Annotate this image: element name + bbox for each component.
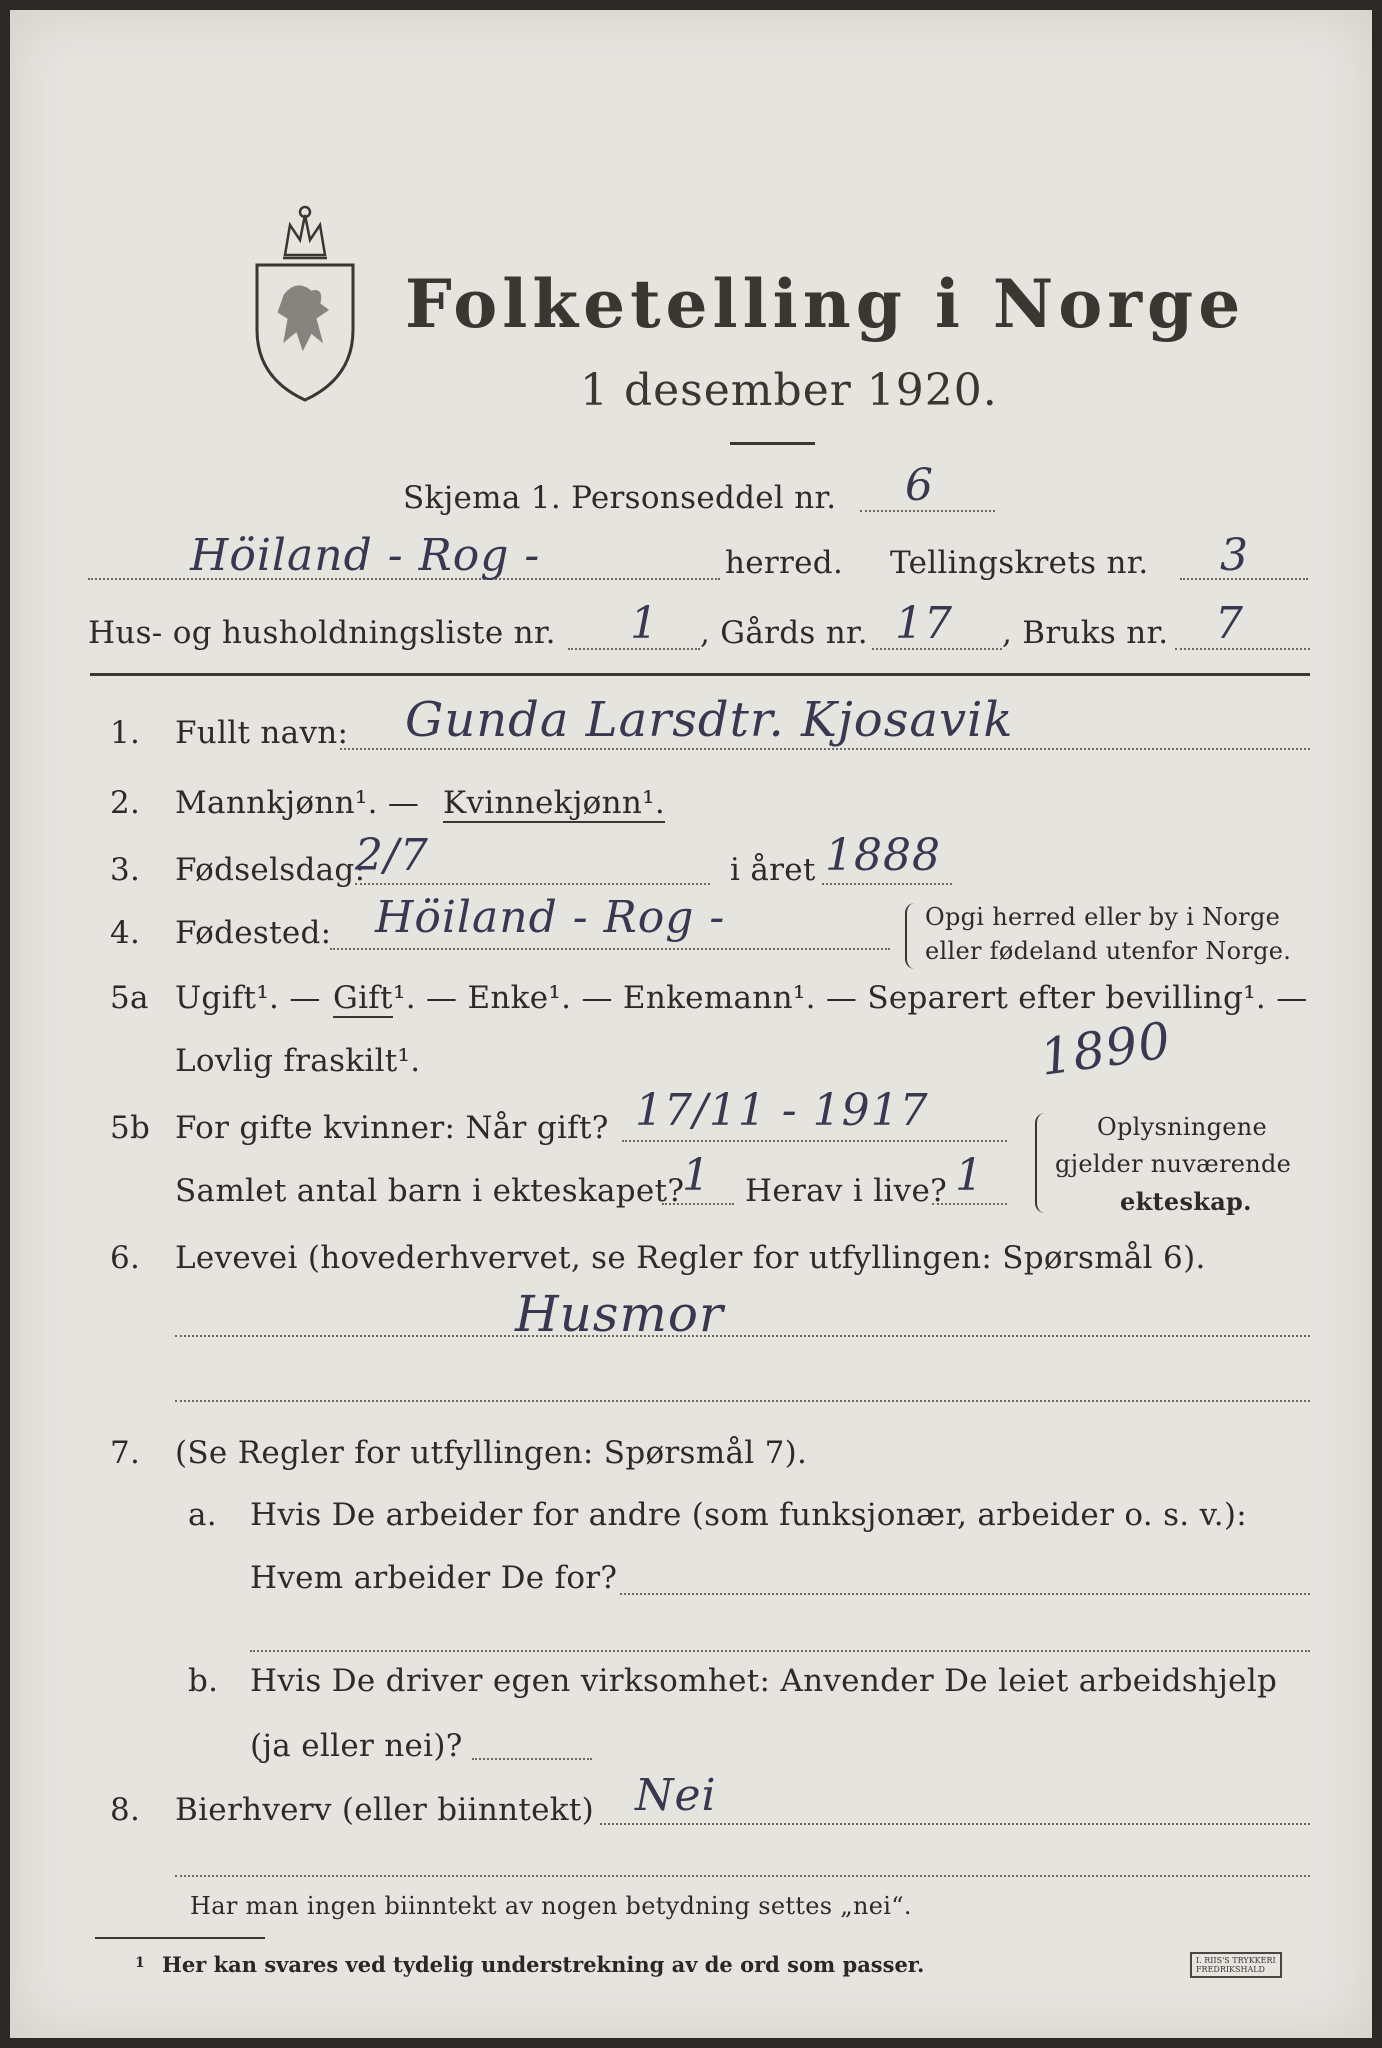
gards-label: , Gårds nr. — [700, 615, 868, 651]
q7b-field-line — [472, 1758, 592, 1760]
q2-number: 2. — [110, 785, 141, 821]
q4-brace — [905, 903, 917, 969]
q7a-question: Hvis De arbeider for andre (som funksjonær, arbeider o. s. v.): — [250, 1497, 1248, 1533]
q8-number: 8. — [110, 1792, 141, 1828]
q1-full-name: Gunda Larsdtr. Kjosavik — [405, 692, 1014, 748]
q5a-number: 5a — [110, 980, 149, 1016]
schema-label: Skjema 1. Personseddel nr. — [403, 480, 837, 516]
printer-stamp-line1: I. RIIS'S TRYKKERI — [1196, 1956, 1276, 1965]
q4-label: Fødested: — [175, 915, 332, 951]
q5b-alive-field-line — [932, 1203, 1007, 1205]
q5b-alive-count: 1 — [955, 1150, 984, 1201]
q2-male-option: Mannkjønn¹. — — [175, 785, 420, 821]
q5b-children-label: Samlet antal barn i ekteskapet? — [175, 1173, 685, 1209]
q7a-field-line-2 — [250, 1650, 1310, 1652]
census-date: 1 desember 1920. — [580, 365, 998, 416]
q3-birth-year: 1888 — [825, 830, 941, 881]
q7b-letter: b. — [188, 1663, 219, 1699]
q5b-note-line2: gjelder nuværende — [1055, 1150, 1292, 1178]
q6-occupation: Husmor — [515, 1285, 724, 1343]
q7a-field-line-1 — [620, 1593, 1310, 1595]
q1-field-line — [340, 748, 1310, 750]
footnote-text: Her kan svares ved tydelig understrekning av de ord som passer. — [162, 1952, 925, 1977]
q3-year-field-line — [822, 883, 952, 885]
form-title: Folketelling i Norge — [405, 265, 1246, 343]
q4-note-line1: Opgi herred eller by i Norge — [925, 903, 1281, 931]
title-divider — [730, 442, 815, 445]
q7b-question: Hvis De driver egen virksomhet: Anvender De leiet arbeidshjelp — [250, 1663, 1278, 1699]
q7-number: 7. — [110, 1435, 141, 1471]
footnote-marker: 1 — [135, 1955, 145, 1971]
q5b-married-label: For gifte kvinner: Når gift? — [175, 1110, 609, 1146]
personseddel-number: 6 — [905, 460, 934, 511]
q6-number: 6. — [110, 1240, 141, 1276]
q5a-option-unmarried: Ugift¹. — — [175, 980, 321, 1016]
bottom-note: Har man ingen biinntekt av nogen betydning settes „nei“. — [190, 1892, 912, 1920]
municipality-value: Höiland - Rog - — [190, 530, 541, 581]
q2-female-option: Kvinnekjønn¹. — [443, 785, 666, 821]
q8-field-line-2 — [175, 1875, 1310, 1877]
q1-number: 1. — [110, 715, 141, 751]
q5a-other-options: ¹. — Enke¹. — Enkemann¹. — Separert efter bevilling¹. — — [393, 980, 1308, 1016]
q3-field-line — [355, 883, 710, 885]
q5a-option-married: Gift — [333, 980, 393, 1016]
q5b-married-field-line — [622, 1140, 1007, 1142]
q4-number: 4. — [110, 915, 141, 951]
household-list-value: 1 — [630, 598, 659, 649]
q8-label: Bierhverv (eller biinntekt) — [175, 1792, 595, 1828]
q3-birthday: 2/7 — [355, 830, 429, 881]
q7a-employer-label: Hvem arbeider De for? — [250, 1560, 618, 1596]
herred-label: herred. — [725, 545, 844, 581]
tellingskrets-value: 3 — [1220, 530, 1249, 581]
q6-field-line-2 — [175, 1400, 1310, 1402]
q4-field-line — [330, 948, 890, 950]
printer-stamp-line2: FREDRIKSHALD — [1196, 1965, 1265, 1974]
q5b-children-field-line — [662, 1203, 734, 1205]
q7a-letter: a. — [188, 1497, 217, 1533]
q5b-note-line1: Oplysningene — [1097, 1113, 1268, 1141]
q4-note-line2: eller fødeland utenfor Norge. — [925, 937, 1292, 965]
q6-label: Levevei (hovederhvervet, se Regler for utfyllingen: Spørsmål 6). — [175, 1240, 1206, 1276]
q5b-children-count: 1 — [682, 1150, 711, 1201]
header-divider — [90, 673, 1310, 676]
footnote-divider — [95, 1937, 265, 1939]
q6-field-line-1 — [175, 1335, 1310, 1337]
q1-label: Fullt navn: — [175, 715, 349, 751]
q5a-divorced-option: Lovlig fraskilt¹. — [175, 1043, 421, 1079]
bruks-value: 7 — [1215, 598, 1244, 649]
q3-label: Fødselsdag: — [175, 852, 366, 888]
bruks-label: , Bruks nr. — [1002, 615, 1169, 651]
q5a-margin-note: 1890 — [1036, 1011, 1175, 1087]
q3-number: 3. — [110, 852, 141, 888]
q5b-alive-label: Herav i live? — [745, 1173, 948, 1209]
q3-year-label: i året — [730, 852, 816, 888]
q5b-number: 5b — [110, 1110, 151, 1146]
q8-field-line — [600, 1823, 1310, 1825]
q4-birthplace: Höiland - Rog - — [375, 892, 726, 943]
tellingskrets-label: Tellingskrets nr. — [890, 545, 1149, 581]
q7b-yes-no-label: (ja eller nei)? — [250, 1728, 463, 1764]
gards-value: 17 — [895, 598, 953, 649]
census-form-sheet — [10, 10, 1372, 2038]
q7-label: (Se Regler for utfyllingen: Spørsmål 7). — [175, 1435, 808, 1471]
printer-stamp — [1190, 1952, 1282, 1978]
household-list-label: Hus- og husholdningsliste nr. — [88, 615, 556, 651]
q5b-married-date: 17/11 - 1917 — [635, 1085, 929, 1136]
q5b-note-line3: ekteskap. — [1120, 1187, 1252, 1216]
norwegian-coat-of-arms-icon — [245, 200, 365, 410]
q8-side-income: Nei — [635, 1770, 717, 1821]
q5b-brace — [1035, 1113, 1047, 1213]
